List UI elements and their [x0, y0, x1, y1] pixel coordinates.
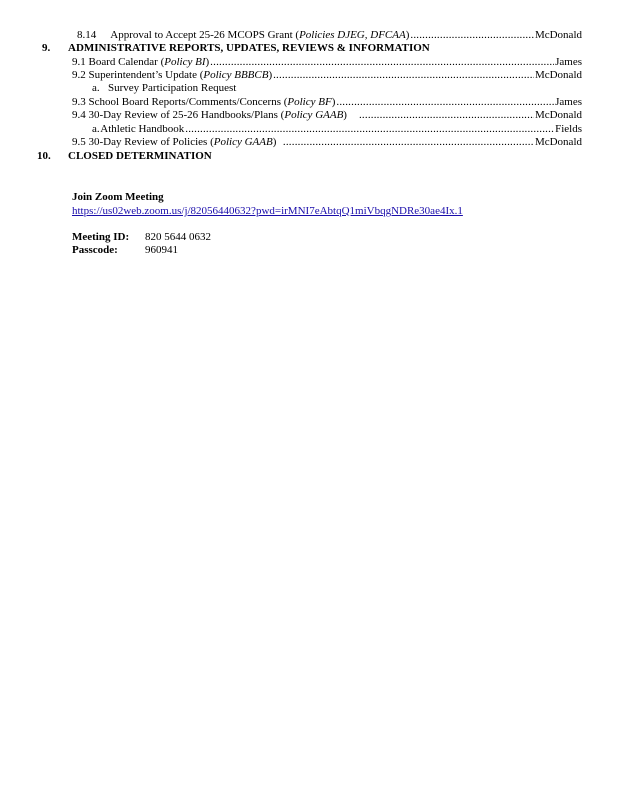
dot-leader	[359, 109, 534, 122]
sub-item-letter: a.	[92, 82, 100, 94]
item-owner: McDonald	[534, 29, 582, 41]
zoom-title: Join Zoom Meeting	[72, 191, 164, 203]
passcode-value: 960941	[145, 244, 178, 256]
sub-item-text: Survey Participation Request	[108, 82, 237, 94]
dot-leader	[336, 96, 554, 109]
item-owner: Fields	[555, 123, 582, 135]
item-number: 9.1	[72, 56, 86, 68]
zoom-meeting-link[interactable]: https://us02web.zoom.us/j/82056440632?pwd=irMNI7eAbtqQ1miVbqgNDRe30ae4Ix.1	[72, 205, 463, 217]
section-number: 9.	[42, 42, 51, 54]
item-text: 30-Day Review of Policies	[88, 136, 208, 148]
item-policy: Policy GAAB	[213, 136, 273, 148]
item-policy: Policy BBBCB	[203, 69, 269, 81]
meeting-id-label: Meeting ID:	[72, 231, 130, 243]
sub-item-athletic-handbook	[92, 123, 582, 136]
item-policy: Policy BF	[287, 96, 332, 108]
agenda-item-9-2: 9.2 Superintendent’s Update ( Policy BBBCB ) ..... McDonald	[72, 69, 582, 82]
section-heading-10	[37, 150, 582, 163]
item-owner: James	[555, 56, 582, 68]
item-text: Approval to Accept 25-26 MCOPS Grant	[110, 29, 293, 41]
item-text: School Board Reports/Comments/Concerns	[88, 96, 281, 108]
dot-leader	[283, 136, 534, 149]
item-number: 9.3	[72, 96, 86, 108]
agenda-item-9-1: 9.1 Board Calendar ( Policy BI ) ..... James	[72, 56, 582, 69]
dot-leader	[185, 123, 554, 136]
item-number: 9.4	[72, 109, 86, 121]
section-number: 10.	[37, 150, 51, 162]
item-number: 8.14	[77, 29, 97, 41]
agenda-item-9-4: 9.4 30-Day Review of 25-26 Handbooks/Plans ( Policy GAAB ) ..... McDonald	[72, 109, 582, 122]
dot-leader	[273, 69, 534, 82]
item-number: 9.5	[72, 136, 86, 148]
section-title: ADMINISTRATIVE REPORTS, UPDATES, REVIEWS & INFORMATION	[68, 42, 430, 54]
agenda-item-8-14: 8.14 Approval to Accept 25-26 MCOPS Grant ( Policies DJEG, DFCAA ) ..... McDonald	[77, 29, 582, 42]
dot-leader	[410, 29, 534, 42]
item-owner: McDonald	[534, 69, 582, 81]
section-title: CLOSED DETERMINATION	[68, 150, 212, 162]
item-owner: McDonald	[534, 136, 582, 148]
meeting-id-value: 820 5644 0632	[145, 231, 211, 243]
item-text: Superintendent’s Update	[88, 69, 197, 81]
item-policy: Policies DJEG, DFCAA	[299, 29, 406, 41]
item-policy: Policy BI	[164, 56, 206, 68]
sub-item-letter: a.	[92, 123, 100, 135]
item-number: 9.2	[72, 69, 86, 81]
agenda-item-9-5: 9.5 30-Day Review of Policies ( Policy GAAB ) ..... McDonald	[72, 136, 582, 149]
sub-item-text: Athletic Handbook	[100, 123, 185, 135]
item-text: Board Calendar	[88, 56, 158, 68]
item-policy: Policy GAAB	[284, 109, 344, 121]
item-text: 30-Day Review of 25-26 Handbooks/Plans	[88, 109, 278, 121]
passcode-label: Passcode:	[72, 244, 118, 256]
item-owner: James	[555, 96, 582, 108]
sub-item-survey	[92, 82, 582, 95]
item-owner: McDonald	[534, 109, 582, 121]
zoom-link[interactable]	[72, 205, 463, 218]
dot-leader	[210, 56, 554, 69]
section-heading-9	[42, 42, 582, 55]
agenda-item-9-3: 9.3 School Board Reports/Comments/Concerns ( Policy BF ) ..... James	[72, 96, 582, 109]
